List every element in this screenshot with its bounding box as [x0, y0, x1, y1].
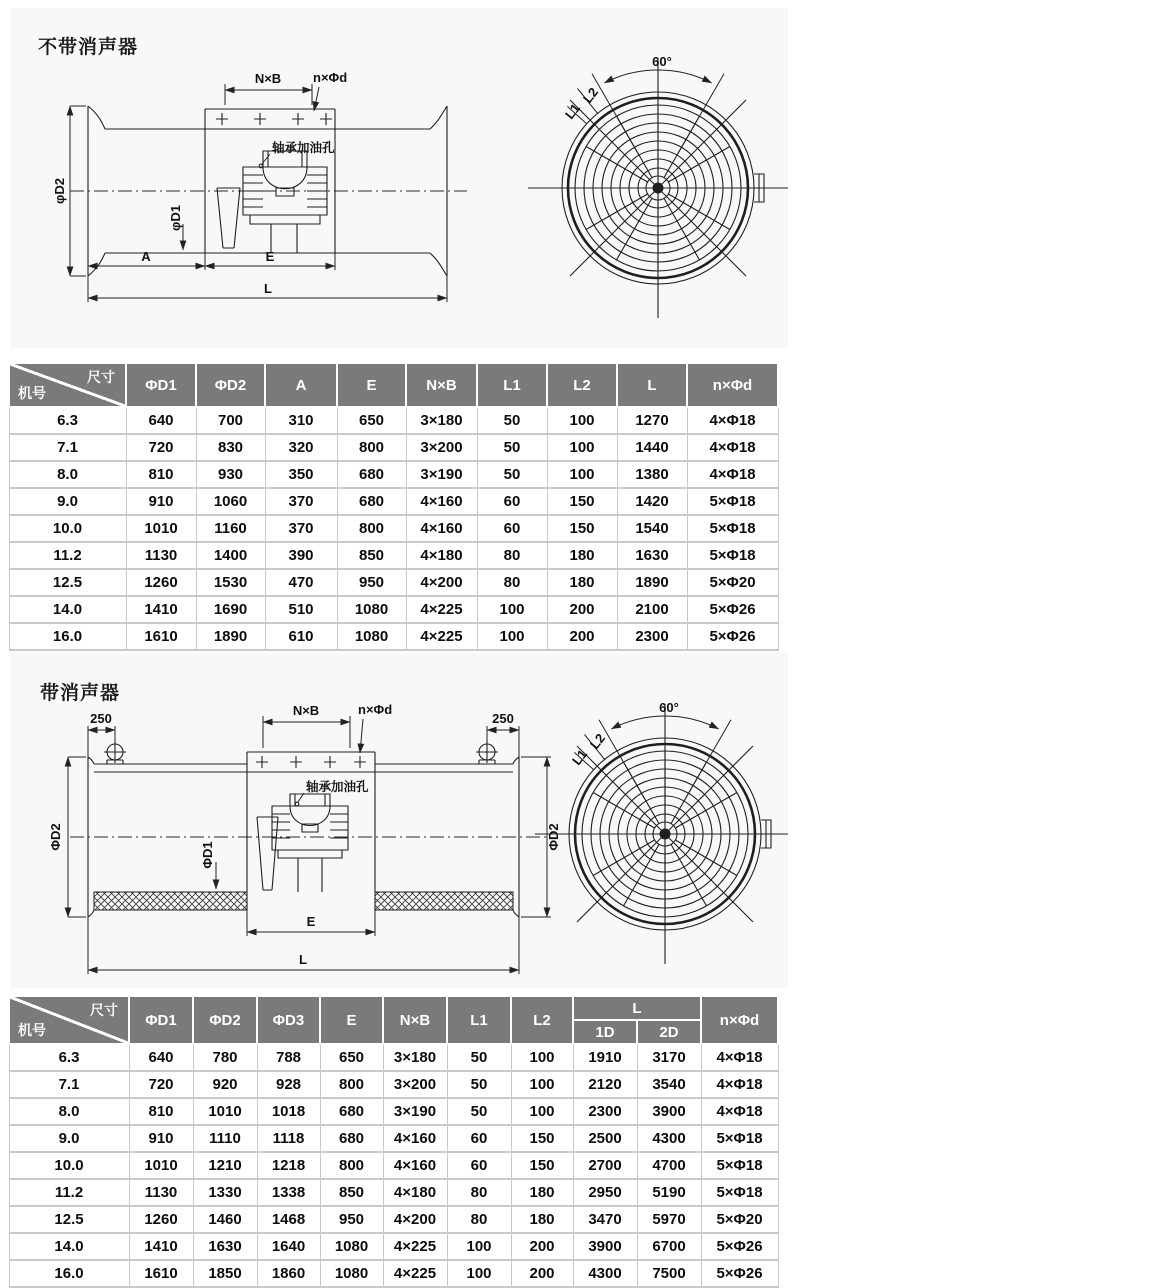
value-cell: 1440: [617, 434, 687, 461]
column-header-group-l: L: [573, 996, 701, 1020]
value-cell: 1080: [337, 623, 406, 650]
value-cell: 1610: [126, 623, 196, 650]
corner-label-size: 尺寸: [90, 1002, 118, 1018]
pd1-label: φD1: [168, 205, 183, 231]
table-row: [9, 488, 778, 515]
value-cell: 4×Φ18: [687, 461, 778, 488]
pd1-label: ΦD1: [200, 841, 215, 869]
value-cell: 5190: [637, 1179, 701, 1206]
value-cell: 950: [320, 1206, 383, 1233]
model-number-cell: 16.0: [9, 1260, 129, 1287]
value-cell: 100: [511, 1044, 573, 1071]
side-view: [48, 702, 561, 974]
value-cell: 100: [447, 1260, 511, 1287]
value-cell: 510: [265, 596, 337, 623]
value-cell: 6700: [637, 1233, 701, 1260]
value-cell: 180: [511, 1206, 573, 1233]
model-number-cell: 10.0: [9, 515, 126, 542]
value-cell: 2300: [617, 623, 687, 650]
model-number-cell: 9.0: [9, 1125, 129, 1152]
value-cell: 928: [257, 1071, 320, 1098]
value-cell: 680: [337, 488, 406, 515]
column-header: ΦD1: [129, 996, 193, 1044]
table-row: [9, 1098, 778, 1125]
value-cell: 1160: [196, 515, 265, 542]
value-cell: 5×Φ18: [701, 1152, 778, 1179]
value-cell: 910: [126, 488, 196, 515]
value-cell: 2100: [617, 596, 687, 623]
value-cell: 4×Φ18: [687, 407, 778, 434]
value-cell: 1890: [617, 569, 687, 596]
value-cell: 5×Φ18: [701, 1179, 778, 1206]
value-cell: 800: [337, 434, 406, 461]
value-cell: 1110: [193, 1125, 257, 1152]
table-row: [9, 1179, 778, 1206]
table-row: [9, 542, 778, 569]
value-cell: 1380: [617, 461, 687, 488]
column-header: N×B: [383, 996, 447, 1044]
column-header: n×Φd: [687, 363, 778, 407]
table-row: [9, 569, 778, 596]
column-header: E: [337, 363, 406, 407]
value-cell: 910: [129, 1125, 193, 1152]
l1-label: L1: [561, 100, 584, 122]
value-cell: 100: [511, 1071, 573, 1098]
column-header: N×B: [406, 363, 477, 407]
value-cell: 470: [265, 569, 337, 596]
value-cell: 100: [477, 596, 547, 623]
column-header: L: [617, 363, 687, 407]
value-cell: 1640: [257, 1233, 320, 1260]
value-cell: 180: [547, 542, 617, 569]
value-cell: 1010: [193, 1098, 257, 1125]
value-cell: 180: [547, 569, 617, 596]
corner-label-size: 尺寸: [87, 369, 115, 385]
value-cell: 5970: [637, 1206, 701, 1233]
value-cell: 80: [447, 1206, 511, 1233]
value-cell: 1260: [126, 569, 196, 596]
value-cell: 5×Φ20: [687, 569, 778, 596]
value-cell: 1080: [337, 596, 406, 623]
model-number-cell: 8.0: [9, 461, 126, 488]
value-cell: 200: [547, 623, 617, 650]
column-header: ΦD3: [257, 996, 320, 1044]
value-cell: 4700: [637, 1152, 701, 1179]
model-number-cell: 14.0: [9, 1233, 129, 1260]
dim-250-left-label: 250: [90, 711, 112, 726]
dim-e-label: E: [306, 914, 316, 929]
value-cell: 1118: [257, 1125, 320, 1152]
value-cell: 650: [320, 1044, 383, 1071]
value-cell: 2500: [573, 1125, 637, 1152]
value-cell: 50: [477, 407, 547, 434]
dimension-lines: [48, 702, 561, 974]
value-cell: 150: [511, 1125, 573, 1152]
value-cell: 4×180: [383, 1179, 447, 1206]
value-cell: 800: [337, 515, 406, 542]
model-number-cell: 8.0: [9, 1098, 129, 1125]
value-cell: 50: [447, 1098, 511, 1125]
column-header: ΦD2: [193, 996, 257, 1044]
value-cell: 50: [477, 461, 547, 488]
value-cell: 2950: [573, 1179, 637, 1206]
value-cell: 920: [193, 1071, 257, 1098]
table-row: [9, 407, 778, 434]
value-cell: 1860: [257, 1260, 320, 1287]
value-cell: 640: [126, 407, 196, 434]
value-cell: 1540: [617, 515, 687, 542]
value-cell: 3×190: [406, 461, 477, 488]
value-cell: 1080: [320, 1233, 383, 1260]
value-cell: 4×200: [383, 1206, 447, 1233]
value-cell: 1410: [129, 1233, 193, 1260]
value-cell: 5×Φ26: [687, 596, 778, 623]
value-cell: 1130: [129, 1179, 193, 1206]
model-number-cell: 14.0: [9, 596, 126, 623]
value-cell: 680: [337, 461, 406, 488]
value-cell: 1400: [196, 542, 265, 569]
value-cell: 1530: [196, 569, 265, 596]
oil-hole-label: 轴承加油孔: [272, 141, 335, 155]
value-cell: 780: [193, 1044, 257, 1071]
front-view: [535, 700, 788, 964]
value-cell: 3×200: [383, 1071, 447, 1098]
table-row: [9, 1152, 778, 1179]
value-cell: 80: [447, 1179, 511, 1206]
model-number-cell: 11.2: [9, 542, 126, 569]
corner-cell: [9, 363, 126, 407]
value-cell: 4×160: [383, 1152, 447, 1179]
value-cell: 1460: [193, 1206, 257, 1233]
value-cell: 100: [547, 407, 617, 434]
value-cell: 4×180: [406, 542, 477, 569]
nxb-label: N×B: [292, 703, 320, 718]
angle-label: 60°: [652, 54, 672, 69]
model-number-cell: 9.0: [9, 488, 126, 515]
corner-label-model: 机号: [18, 1022, 46, 1038]
angle-label: 60°: [659, 700, 679, 715]
value-cell: 1218: [257, 1152, 320, 1179]
value-cell: 850: [320, 1179, 383, 1206]
model-number-cell: 12.5: [9, 1206, 129, 1233]
value-cell: 60: [447, 1152, 511, 1179]
value-cell: 100: [447, 1233, 511, 1260]
front-view: [528, 54, 788, 318]
value-cell: 1260: [129, 1206, 193, 1233]
model-number-cell: 16.0: [9, 623, 126, 650]
value-cell: 50: [477, 434, 547, 461]
value-cell: 1690: [196, 596, 265, 623]
model-number-cell: 7.1: [9, 1071, 129, 1098]
value-cell: 3540: [637, 1071, 701, 1098]
value-cell: 3900: [573, 1233, 637, 1260]
drawing-panel-no-silencer: [10, 8, 788, 348]
value-cell: 5×Φ18: [701, 1125, 778, 1152]
dim-l-label: L: [264, 281, 272, 296]
l2-label: L2: [586, 730, 609, 752]
oil-hole-label: 轴承加油孔: [306, 780, 369, 794]
value-cell: 3×190: [383, 1098, 447, 1125]
value-cell: 1630: [617, 542, 687, 569]
value-cell: 150: [511, 1152, 573, 1179]
column-header: ΦD2: [196, 363, 265, 407]
value-cell: 100: [477, 623, 547, 650]
value-cell: 60: [477, 515, 547, 542]
model-number-cell: 7.1: [9, 434, 126, 461]
value-cell: 5×Φ18: [687, 542, 778, 569]
column-header: L2: [547, 363, 617, 407]
value-cell: 5×Φ18: [687, 515, 778, 542]
value-cell: 850: [337, 542, 406, 569]
model-number-cell: 10.0: [9, 1152, 129, 1179]
side-view: [52, 70, 467, 302]
value-cell: 5×Φ18: [687, 488, 778, 515]
value-cell: 370: [265, 515, 337, 542]
table-with-silencer: [8, 995, 779, 1288]
value-cell: 3×200: [406, 434, 477, 461]
value-cell: 3×180: [383, 1044, 447, 1071]
value-cell: 1410: [126, 596, 196, 623]
nxb-label: N×B: [254, 71, 282, 86]
value-cell: 4×160: [406, 515, 477, 542]
column-header: n×Φd: [701, 996, 778, 1044]
table-row: [9, 1044, 778, 1071]
drawing-with-silencer: [10, 652, 788, 988]
value-cell: 1610: [129, 1260, 193, 1287]
value-cell: 1850: [193, 1260, 257, 1287]
value-cell: 1210: [193, 1152, 257, 1179]
header-row: [9, 996, 778, 1020]
value-cell: 680: [320, 1098, 383, 1125]
value-cell: 4×Φ18: [701, 1071, 778, 1098]
value-cell: 5×Φ26: [701, 1260, 778, 1287]
value-cell: 1330: [193, 1179, 257, 1206]
value-cell: 200: [511, 1260, 573, 1287]
column-header: A: [265, 363, 337, 407]
drawing-panel-with-silencer: [10, 652, 788, 988]
value-cell: 2300: [573, 1098, 637, 1125]
value-cell: 800: [320, 1071, 383, 1098]
value-cell: 60: [447, 1125, 511, 1152]
table-row: [9, 461, 778, 488]
dim-a-label: A: [141, 249, 151, 264]
value-cell: 4×160: [383, 1125, 447, 1152]
dim-l-label: L: [299, 952, 307, 967]
value-cell: 2700: [573, 1152, 637, 1179]
value-cell: 4×200: [406, 569, 477, 596]
value-cell: 810: [126, 461, 196, 488]
header-row: [9, 363, 778, 407]
value-cell: 700: [196, 407, 265, 434]
value-cell: 4×225: [383, 1233, 447, 1260]
value-cell: 4300: [637, 1125, 701, 1152]
value-cell: 150: [547, 515, 617, 542]
table-row: [9, 1233, 778, 1260]
value-cell: 4×225: [406, 596, 477, 623]
value-cell: 830: [196, 434, 265, 461]
value-cell: 1270: [617, 407, 687, 434]
column-header: L1: [477, 363, 547, 407]
pd2-label: φD2: [52, 178, 67, 204]
column-header: L2: [511, 996, 573, 1044]
table-row: [9, 1260, 778, 1287]
value-cell: 788: [257, 1044, 320, 1071]
value-cell: 950: [337, 569, 406, 596]
dimension-lines: [52, 70, 447, 302]
value-cell: 50: [447, 1044, 511, 1071]
table-row: [9, 1071, 778, 1098]
value-cell: 4×160: [406, 488, 477, 515]
dim-250-right-label: 250: [492, 711, 514, 726]
value-cell: 350: [265, 461, 337, 488]
value-cell: 100: [547, 434, 617, 461]
value-cell: 5×Φ20: [701, 1206, 778, 1233]
value-cell: 1060: [196, 488, 265, 515]
value-cell: 1890: [196, 623, 265, 650]
value-cell: 4×225: [383, 1260, 447, 1287]
value-cell: 80: [477, 569, 547, 596]
value-cell: 1338: [257, 1179, 320, 1206]
value-cell: 1468: [257, 1206, 320, 1233]
corner-cell: [9, 996, 129, 1044]
value-cell: 2120: [573, 1071, 637, 1098]
value-cell: 1080: [320, 1260, 383, 1287]
value-cell: 930: [196, 461, 265, 488]
value-cell: 1130: [126, 542, 196, 569]
value-cell: 1018: [257, 1098, 320, 1125]
value-cell: 390: [265, 542, 337, 569]
table-row: [9, 1206, 778, 1233]
value-cell: 80: [477, 542, 547, 569]
value-cell: 200: [511, 1233, 573, 1260]
nxpd-label: n×Φd: [358, 702, 393, 717]
nxpd-label: n×Φd: [313, 70, 348, 85]
pd2-right-label: ΦD2: [546, 823, 561, 851]
column-header: ΦD1: [126, 363, 196, 407]
value-cell: 680: [320, 1125, 383, 1152]
value-cell: 60: [477, 488, 547, 515]
l1-label: L1: [568, 746, 591, 768]
model-number-cell: 6.3: [9, 407, 126, 434]
table-row: [9, 596, 778, 623]
value-cell: 7500: [637, 1260, 701, 1287]
value-cell: 1910: [573, 1044, 637, 1071]
value-cell: 720: [129, 1071, 193, 1098]
value-cell: 640: [129, 1044, 193, 1071]
value-cell: 50: [447, 1071, 511, 1098]
value-cell: 5×Φ26: [701, 1233, 778, 1260]
pd2-left-label: ΦD2: [48, 823, 63, 851]
column-header: E: [320, 996, 383, 1044]
value-cell: 4×Φ18: [687, 434, 778, 461]
table-row: [9, 434, 778, 461]
value-cell: 310: [265, 407, 337, 434]
drawing-no-silencer: [10, 8, 788, 348]
value-cell: 720: [126, 434, 196, 461]
value-cell: 800: [320, 1152, 383, 1179]
value-cell: 4×225: [406, 623, 477, 650]
value-cell: 1010: [129, 1152, 193, 1179]
value-cell: 650: [337, 407, 406, 434]
l2-label: L2: [579, 84, 602, 106]
value-cell: 100: [547, 461, 617, 488]
column-header: L1: [447, 996, 511, 1044]
value-cell: 320: [265, 434, 337, 461]
value-cell: 3170: [637, 1044, 701, 1071]
value-cell: 3×180: [406, 407, 477, 434]
model-number-cell: 6.3: [9, 1044, 129, 1071]
table-no-silencer: [8, 362, 779, 651]
section2-title: 带消声器: [40, 683, 121, 704]
dim-e-label: E: [265, 249, 275, 264]
table-row: [9, 1125, 778, 1152]
value-cell: 1420: [617, 488, 687, 515]
value-cell: 200: [547, 596, 617, 623]
value-cell: 1010: [126, 515, 196, 542]
value-cell: 4300: [573, 1260, 637, 1287]
value-cell: 1630: [193, 1233, 257, 1260]
model-number-cell: 12.5: [9, 569, 126, 596]
value-cell: 3900: [637, 1098, 701, 1125]
value-cell: 5×Φ26: [687, 623, 778, 650]
value-cell: 4×Φ18: [701, 1098, 778, 1125]
corner-label-model: 机号: [18, 385, 46, 401]
model-number-cell: 11.2: [9, 1179, 129, 1206]
value-cell: 370: [265, 488, 337, 515]
value-cell: 610: [265, 623, 337, 650]
value-cell: 810: [129, 1098, 193, 1125]
sub-column-header: 2D: [637, 1020, 701, 1044]
table-row: [9, 515, 778, 542]
value-cell: 150: [547, 488, 617, 515]
value-cell: 100: [511, 1098, 573, 1125]
section1-title: 不带消声器: [38, 37, 139, 58]
value-cell: 180: [511, 1179, 573, 1206]
sub-column-header: 1D: [573, 1020, 637, 1044]
value-cell: 3470: [573, 1206, 637, 1233]
table-row: [9, 623, 778, 650]
value-cell: 4×Φ18: [701, 1044, 778, 1071]
